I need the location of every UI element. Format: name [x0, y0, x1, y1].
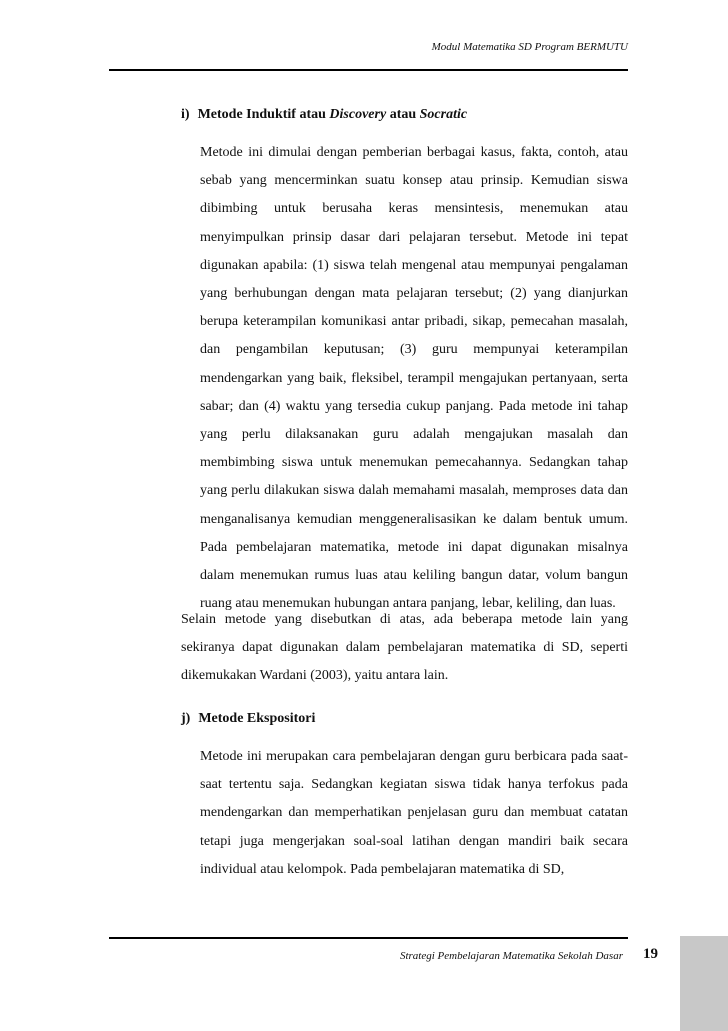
section-i-title-part2: atau [386, 107, 420, 122]
page-edge-tab [680, 936, 728, 1031]
section-i-title-italic2: Socratic [419, 107, 468, 122]
section-i-title-italic1: Discovery [329, 107, 387, 122]
transition-paragraph: Selain metode yang disebutkan di atas, ada beberapa metode lain yang sekiranya dapat digunakan dalam pembelajaran matematika di SD, seperti dikemukakan Wardani (2003), yaitu antara lain. [181, 612, 628, 684]
section-j-body: Metode ini merupakan cara pembelajaran dengan guru berbicara pada saat-saat tertentu saja. Sedangkan kegiatan siswa tidak hanya terfokus pada mendengarkan dan memperhatikan penjelasan guru dan membuat catatan tetapi juga mengerjakan soal-soal latihan dengan mandiri baik secara individual atau kelompok. Pada pembelajaran matematika di SD, [200, 749, 628, 877]
section-i-heading [181, 106, 467, 123]
header-rule [109, 69, 628, 71]
section-i-title-part1: Metode Induktif atau [197, 107, 330, 122]
running-footer: Strategi Pembelajaran Matematika Sekolah Dasar [399, 950, 623, 962]
section-j-heading [181, 710, 315, 727]
section-j-letter: j) [181, 711, 191, 726]
section-j-title: Metode Ekspositori [198, 711, 316, 726]
page-number: 19 [643, 946, 658, 962]
section-i-letter: i) [181, 107, 190, 122]
footer-rule [109, 937, 628, 939]
running-header: Modul Matematika SD Program BERMUTU [431, 41, 628, 53]
section-i-body: Metode ini dimulai dengan pemberian berbagai kasus, fakta, contoh, atau sebab yang mencerminkan suatu konsep atau prinsip. Kemudian siswa dibimbing untuk berusaha keras mensintesis, menemukan atau menyimpulkan prinsip dasar dari pelajaran tersebut. Metode ini tepat digunakan apabila: (1) siswa telah mengenal atau mempunyai pengalaman yang berhubungan dengan mata pelajaran tersebut; (2) yang dianjurkan berupa keterampilan komunikasi antar pribadi, sikap, pemecahan masalah, dan pengambilan keputusan; (3) guru mempunyai keterampilan mendengarkan yang baik, fleksibel, terampil mengajukan pertanyaan, serta sabar; dan (4) waktu yang tersedia cukup panjang. Pada metode ini tahap yang perlu dilaksanakan guru adalah mengajukan masalah dan membimbing siswa untuk menemukan pemecahannya. Sedangkan tahap yang perlu dilakukan siswa dalah memahami masalah, memproses data dan menganalisanya kemudian menggeneralisasikan ke dalam bentuk umum. Pada pembelajaran matematika, metode ini dapat digunakan misalnya dalam menemukan rumus luas atau keliling bangun datar, volum bangun ruang atau menemukan hubungan antara panjang, lebar, keliling, dan luas. [200, 145, 628, 612]
